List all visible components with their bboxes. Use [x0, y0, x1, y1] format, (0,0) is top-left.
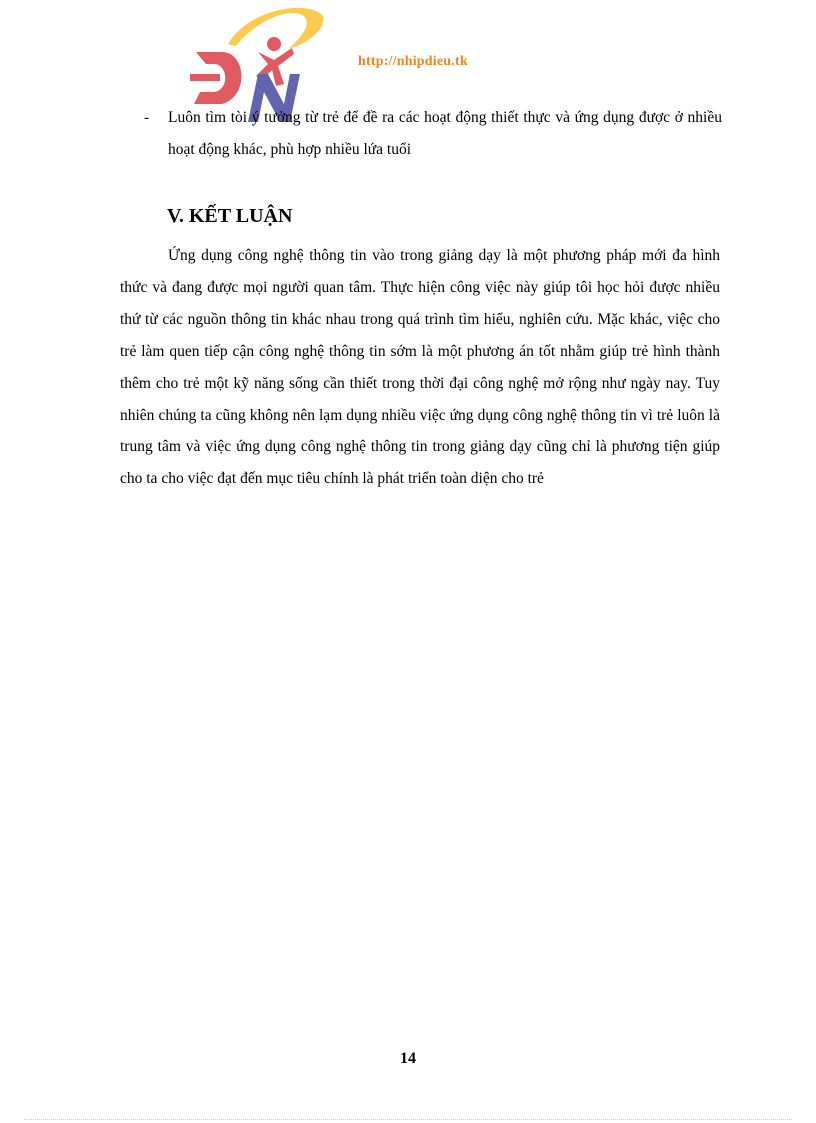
page-bottom-divider: [24, 1119, 792, 1120]
logo-figure-head: [267, 37, 281, 51]
bullet-text: Luôn tìm tòi ý tưởng từ trẻ để đề ra các hoạt động thiết thực và ứng dụng được ở nhiều hoạt động khác, phù hợp nhiều lứa tuổi: [168, 109, 722, 158]
conclusion-paragraph: Ứng dụng công nghệ thông tin vào trong giảng dạy là một phương pháp mới đa hình thức và đang được mọi người quan tâm. Thực hiện công việc này giúp tôi học hỏi được nhiều thứ từ các nguồn thông tin khác nhau trong quá trình tìm hiểu, nghiên cứu. Mặc khác, việc cho trẻ làm quen tiếp cận công nghệ thông tin sớm là một phương án tốt nhằm giúp trẻ hình thành thêm cho trẻ một kỹ năng sống cần thiết trong thời đại công nghệ mở rộng như ngày nay. Tuy nhiên chúng ta cũng không nên lạm dụng nhiều việc ứng dụng công nghệ thông tin vì trẻ luôn là trung tâm và việc ứng dụng công nghệ thông tin trong giảng dạy cũng chỉ là phương tiện giúp cho ta cho việc đạt đến mục tiêu chính là phát triển toàn diện cho trẻ: [120, 247, 720, 488]
bullet-item: [144, 102, 722, 166]
site-url-link[interactable]: http://nhipdieu.tk: [358, 54, 468, 69]
bullet-dash: -: [144, 109, 150, 126]
logo-letter-d-bar: [190, 74, 220, 81]
section-heading: V. KẾT LUẬN: [167, 205, 293, 227]
page-number: 14: [400, 1050, 416, 1067]
